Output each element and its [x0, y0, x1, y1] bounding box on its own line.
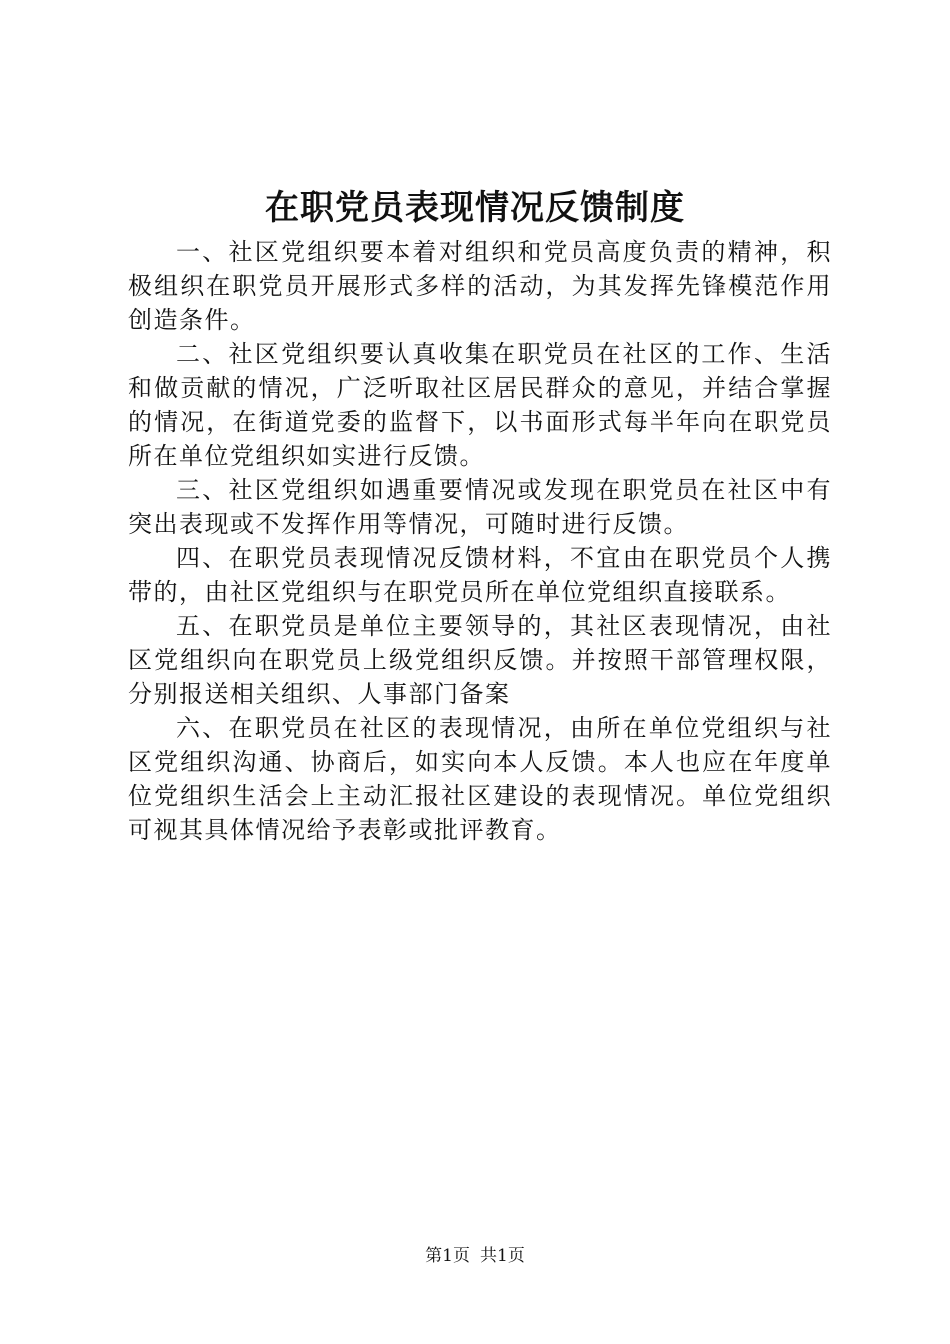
- page-footer: [0, 1245, 950, 1267]
- page-number-total: 共1页: [480, 1246, 525, 1266]
- paragraph-2: 二、社区党组织要认真收集在职党员在社区的工作、生活和做贡献的情况，广泛听取社区居民群众的意见，并结合掌握的情况，在街道党委的监督下，以书面形式每半年向在职党员所在单位党组织如实进行反馈。: [128, 340, 832, 470]
- document-body: [128, 235, 832, 847]
- document-title: 在职党员表现情况反馈制度: [265, 188, 685, 228]
- paragraph-1: 一、社区党组织要本着对组织和党员高度负责的精神，积极组织在职党员开展形式多样的活动，为其发挥先锋模范作用创造条件。: [128, 238, 832, 334]
- paragraph-3: 三、社区党组织如遇重要情况或发现在职党员在社区中有突出表现或不发挥作用等情况，可随时进行反馈。: [128, 476, 832, 538]
- paragraph-6: 六、在职党员在社区的表现情况，由所在单位党组织与社区党组织沟通、协商后，如实向本人反馈。本人也应在年度单位党组织生活会上主动汇报社区建设的表现情况。单位党组织可视其具体情况给予表彰或批评教育。: [128, 714, 832, 844]
- paragraph-4: 四、在职党员表现情况反馈材料，不宜由在职党员个人携带的，由社区党组织与在职党员所在单位党组织直接联系。: [128, 544, 832, 606]
- page-number-current: 第1页: [425, 1246, 470, 1266]
- paragraph-5: 五、在职党员是单位主要领导的，其社区表现情况，由社区党组织向在职党员上级党组织反馈。并按照干部管理权限，分别报送相关组织、人事部门备案: [128, 612, 832, 708]
